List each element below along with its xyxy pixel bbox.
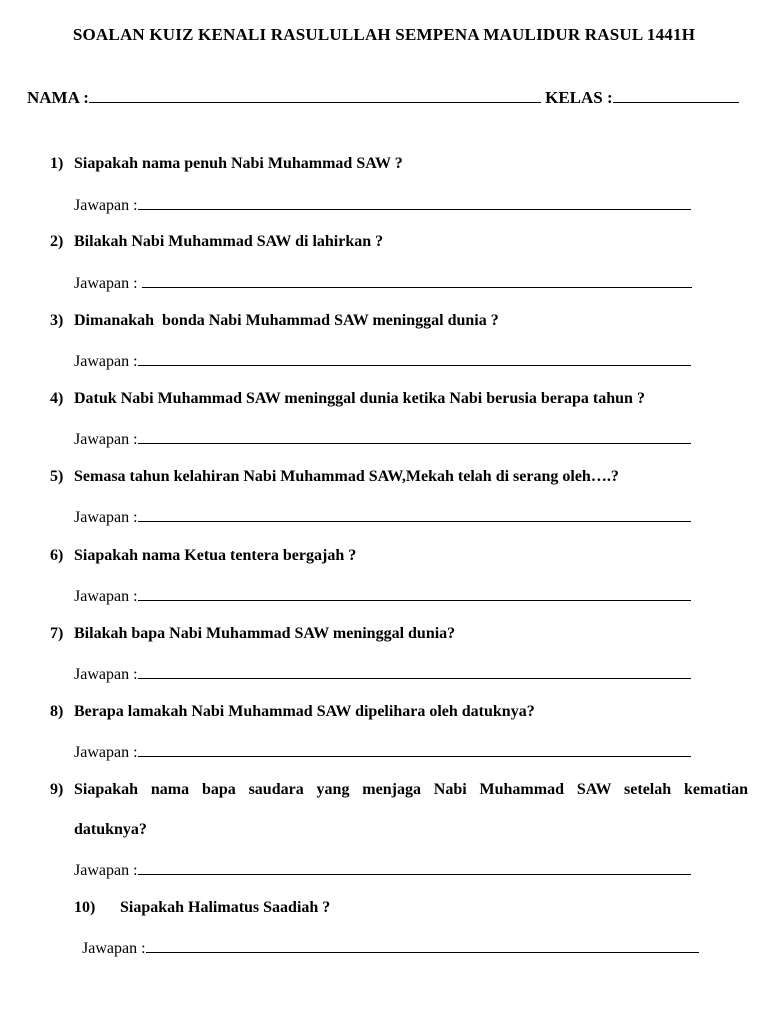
question-text: Dimanakah bonda Nabi Muhammad SAW meninggal dunia ? [74,312,499,329]
question-number: 6) [50,547,64,564]
answer-1 [74,195,691,215]
question-number: 4) [50,390,64,407]
answer-label: Jawapan : [74,744,138,761]
question-number: 7) [50,625,64,642]
question-number: 5) [50,468,64,485]
nama-label: NAMA : [27,88,89,107]
answer-label: Jawapan : [74,588,138,605]
answer-8 [74,742,691,762]
question-text: Datuk Nabi Muhammad SAW meninggal dunia ketika Nabi berusia berapa tahun ? [74,390,645,407]
question-2 [50,233,383,251]
question-number: 10) [74,899,96,916]
answer-label: Jawapan : [74,197,138,214]
question-text: Siapakah nama Ketua tentera bergajah ? [74,547,357,564]
question-7 [50,625,455,643]
answer-10 [82,938,699,958]
answer-blank-line[interactable] [138,742,691,757]
answer-label: Jawapan : [74,353,138,370]
question-9 [50,781,748,799]
question-number: 2) [50,233,64,250]
answer-9 [74,860,691,880]
answer-2 [74,273,692,293]
question-9-continued: datuknya? [74,821,147,838]
answer-blank-line[interactable] [138,429,691,444]
question-text: Bilakah Nabi Muhammad SAW di lahirkan ? [74,233,384,250]
answer-blank-line[interactable] [146,938,699,953]
answer-blank-line[interactable] [142,273,692,288]
question-text: Siapakah nama bapa saudara yang menjaga Nabi Muhammad SAW setelah kematian [74,781,748,798]
answer-blank-line[interactable] [138,195,691,210]
question-number: 8) [50,703,64,720]
answer-label: Jawapan : [74,275,138,292]
question-10 [74,899,330,917]
answer-6 [74,586,691,606]
kelas-blank-line[interactable] [613,88,739,103]
nama-blank-line[interactable] [89,88,541,103]
answer-5 [74,507,691,527]
question-number: 1) [50,155,64,172]
question-number: 9) [50,781,64,798]
answer-blank-line[interactable] [138,507,691,522]
page-title: SOALAN KUIZ KENALI RASULULLAH SEMPENA MAULIDUR RASUL 1441H [72,25,696,44]
answer-label: Jawapan : [74,509,138,526]
answer-7 [74,664,691,684]
question-1 [50,155,403,173]
answer-3 [74,351,691,371]
answer-blank-line[interactable] [138,860,691,875]
question-text: Siapakah nama penuh Nabi Muhammad SAW ? [74,155,403,172]
question-3 [50,312,499,330]
answer-label: Jawapan : [74,862,138,879]
question-6 [50,547,356,565]
question-text: Semasa tahun kelahiran Nabi Muhammad SAW,Mekah telah di serang oleh….? [74,468,619,485]
question-5 [50,468,619,486]
answer-label: Jawapan : [82,940,146,957]
question-text: Bilakah bapa Nabi Muhammad SAW meninggal dunia? [74,625,456,642]
answer-blank-line[interactable] [138,664,691,679]
question-text: Siapakah Halimatus Saadiah ? [120,899,331,916]
kelas-label: KELAS : [545,88,613,107]
question-text: Berapa lamakah Nabi Muhammad SAW dipelihara oleh datuknya? [74,703,535,720]
answer-blank-line[interactable] [138,351,691,366]
answer-4 [74,429,691,449]
student-info-row [27,88,749,108]
question-number: 3) [50,312,64,329]
answer-label: Jawapan : [74,431,138,448]
question-8 [50,703,535,721]
answer-label: Jawapan : [74,666,138,683]
question-4 [50,390,645,408]
answer-blank-line[interactable] [138,586,691,601]
